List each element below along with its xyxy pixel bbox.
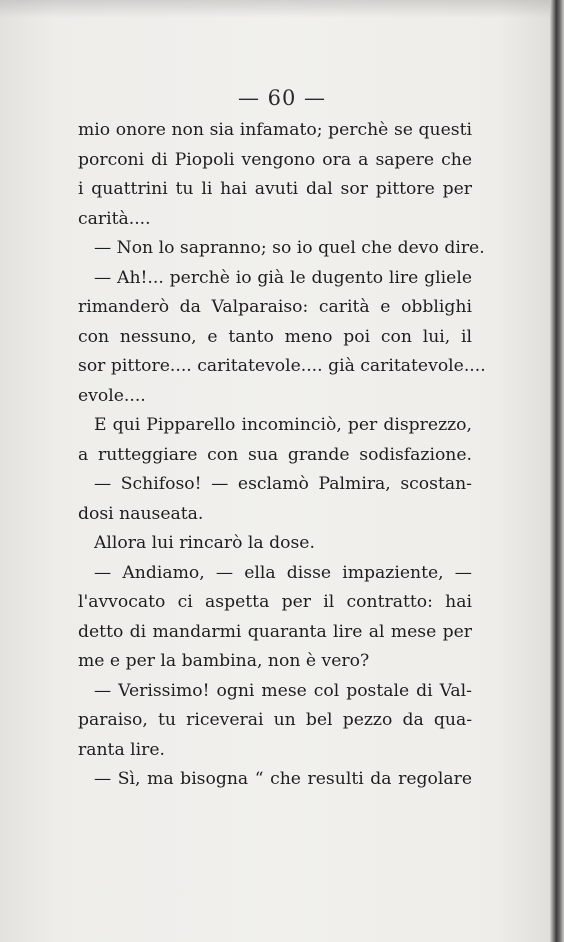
text-line: dosi nauseata. — [78, 503, 204, 524]
text-line: evole.... — [78, 385, 146, 406]
text-line: — Verissimo! ogni mese col postale di Val- — [94, 680, 472, 701]
text-line: l'avvocato ci aspetta per il contratto: hai — [78, 592, 472, 612]
text-line: — Non lo sapranno; so io quel che devo dire. — [94, 238, 485, 258]
text-line: — Schifoso! — esclamò Palmira, scostan- — [94, 474, 472, 494]
text-line: ranta lire. — [78, 739, 165, 760]
text-line: con nessuno, e tanto meno poi con lui, il — [78, 326, 472, 347]
page-top-shadow — [0, 0, 564, 18]
text-line: — Ah!... perchè io già le dugento lire gliele — [94, 267, 472, 288]
text-line: rimanderò da Valparaiso: carità e obblighi — [78, 297, 472, 317]
text-line: mio onore non sia infamato; perchè se questi — [78, 120, 472, 140]
text-line: porconi di Piopoli vengono ora a sapere che — [78, 149, 472, 170]
text-line: a ruttеggiare con sua grande sodisfazione. — [78, 444, 472, 465]
page-number: — 60 — — [237, 86, 327, 110]
text-line: carità.... — [78, 208, 151, 229]
text-line: — Andiamo, — ella disse impaziente, — — [94, 562, 472, 583]
text-line: — Sì, ma bisogna “ che resulti da regolare — [94, 769, 472, 789]
text-line: sor pittore.... caritatevole.... già caritatevole.... — [78, 356, 486, 376]
text-line: E qui Pipparello incominciò, per disprezzo, — [94, 415, 472, 435]
body-text — [78, 116, 486, 795]
book-spine-shadow — [550, 0, 564, 942]
text-line: detto di mandarmi quaranta lire al mese per — [78, 621, 472, 642]
text-line: i quattrini tu li hai avuti dal sor pittore per — [78, 179, 472, 199]
text-line: paraiso, tu riceverai un bel pezzo da qua- — [78, 710, 472, 730]
text-line: me e per la bambina, non è vero? — [78, 651, 370, 671]
text-line: Allora lui rincarò la dose. — [94, 533, 315, 553]
